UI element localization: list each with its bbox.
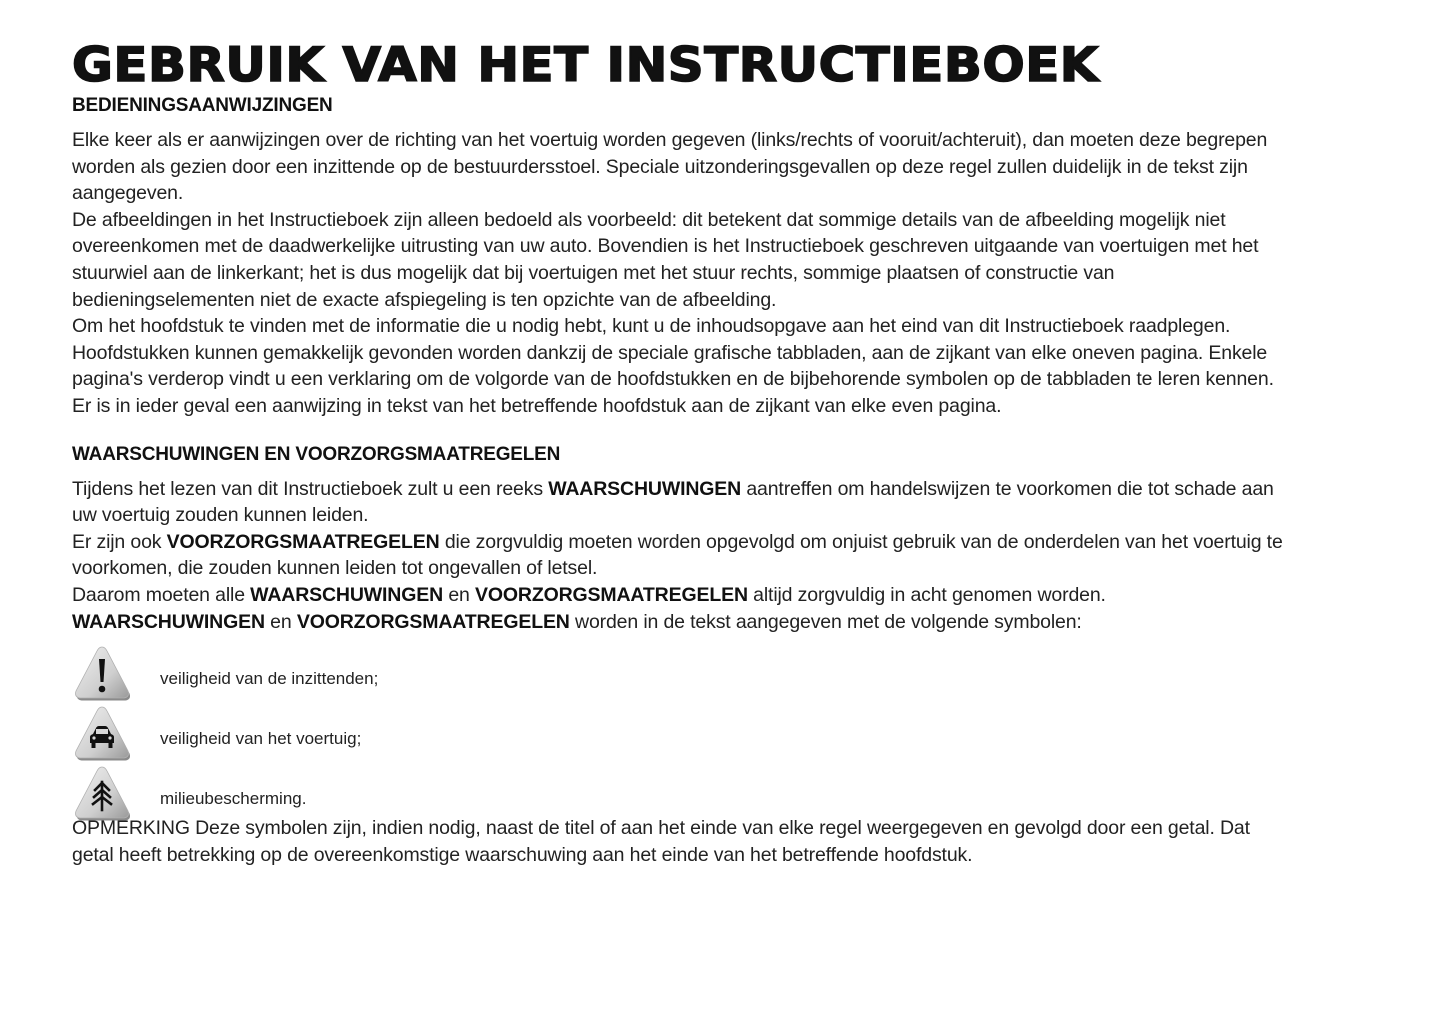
car-warning-icon [72, 704, 132, 762]
text: en [270, 610, 292, 633]
paragraph [72, 609, 1292, 636]
symbol-row-environment [72, 763, 1292, 823]
symbol-row-vehicle-safety [72, 703, 1292, 763]
text: altijd zorgvuldig in acht genomen worden. [747, 583, 1106, 606]
section-heading-warnings: WAARSCHUWINGEN EN VOORZORGSMAATREGELEN [72, 443, 561, 465]
paragraph [72, 476, 1292, 529]
page-title: GEBRUIK VAN HET INSTRUCTIEBOEK [72, 38, 1099, 93]
paragraph: Hoofdstukken kunnen gemakkelijk gevonden worden dankzij de speciale grafische tabbladen, aan de zijkant van elke oneven pagina. Enkele pagina's verderop vindt u een verklaring om de volgorde van de hoofdstukken en de bijbehorende symbolen op de tabbladen te leren kennen. Er is in ieder geval een aanwijzing in tekst van het betreffende hoofdstuk aan de zijkant van elke even pagina. [72, 341, 1274, 417]
bold-term-precautions: VOORZORGSMAATREGELEN [166, 530, 440, 553]
operating-instructions-body [72, 127, 1292, 420]
text: die zorgvuldig moeten worden opgevolgd om onjuist gebruik van de onderdelen van het voertuig te voorkomen, die zouden kunnen leiden tot ongevallen of letsel. [72, 530, 1283, 580]
paragraph: De afbeeldingen in het Instructieboek zijn alleen bedoeld als voorbeeld: dit betekent dat sommige details van de afbeelding mogelijk niet overeenkomen met de daadwerkelijke uitrusting van uw auto. Bovendien is het Instructieboek geschreven uitgaande van voertuigen met het stuurwiel aan de linkerkant; het is dus mogelijk dat bij voertuigen met het stuur rechts, sommige plaatsen of constructie van bedieningselementen niet de exacte afspiegeling is ten opzichte van de afbeelding. [72, 208, 1259, 311]
text: aantreffen om handelswijzen te voorkomen die tot schade aan uw voertuig zouden kunnen leiden. [72, 477, 1274, 527]
symbol-legend [72, 643, 1292, 823]
bold-term-precautions: VOORZORGSMAATREGELEN [475, 583, 748, 606]
note-paragraph: OPMERKING Deze symbolen zijn, indien nodig, naast de titel of aan het einde van elke regel weergegeven en gevolgd door een getal. Dat getal heeft betrekking op de overeenkomstige waarschuwing aan het einde van het betreffende hoofdstuk. [72, 817, 1250, 866]
section-heading-operating-instructions: BEDIENINGSAANWIJZINGEN [72, 95, 333, 116]
text: worden in de tekst aangegeven met de volgende symbolen: [569, 610, 1082, 633]
text: Daarom moeten alle [72, 583, 251, 606]
paragraph: Om het hoofdstuk te vinden met de informatie die u nodig hebt, kunt u de inhoudsopgave aan het eind van dit Instructieboek raadplegen. [72, 315, 1231, 338]
text: en [448, 583, 470, 606]
paragraph [72, 582, 1292, 609]
bold-term-precautions: VOORZORGSMAATREGELEN [296, 610, 570, 633]
symbol-label: veiligheid van de inzittenden; [160, 669, 379, 689]
paragraph: Elke keer als er aanwijzingen over de richting van het voertuig worden gegeven (links/rechts of vooruit/achteruit), dan moeten deze begrepen worden als gezien door een inzittende op de bestuurdersstoel. Speciale uitzonderingsgevallen op deze regel zullen duidelijk in de tekst zijn aangegeven. [72, 129, 1268, 205]
manual-page [72, 40, 1292, 868]
symbol-row-occupant-safety [72, 643, 1292, 703]
warnings-body [72, 476, 1292, 636]
bold-term-warnings: WAARSCHUWINGEN [548, 477, 742, 500]
symbol-label: milieubescherming. [160, 789, 307, 809]
tree-warning-icon [72, 764, 132, 822]
symbol-label: veiligheid van het voertuig; [160, 729, 362, 749]
text: Er zijn ook [72, 530, 167, 553]
paragraph [72, 529, 1292, 582]
bold-term-warnings: WAARSCHUWINGEN [250, 583, 444, 606]
exclamation-warning-icon [72, 644, 132, 702]
bold-term-warnings: WAARSCHUWINGEN [72, 610, 265, 633]
text: Tijdens het lezen van dit Instructieboek zult u een reeks [72, 477, 549, 500]
